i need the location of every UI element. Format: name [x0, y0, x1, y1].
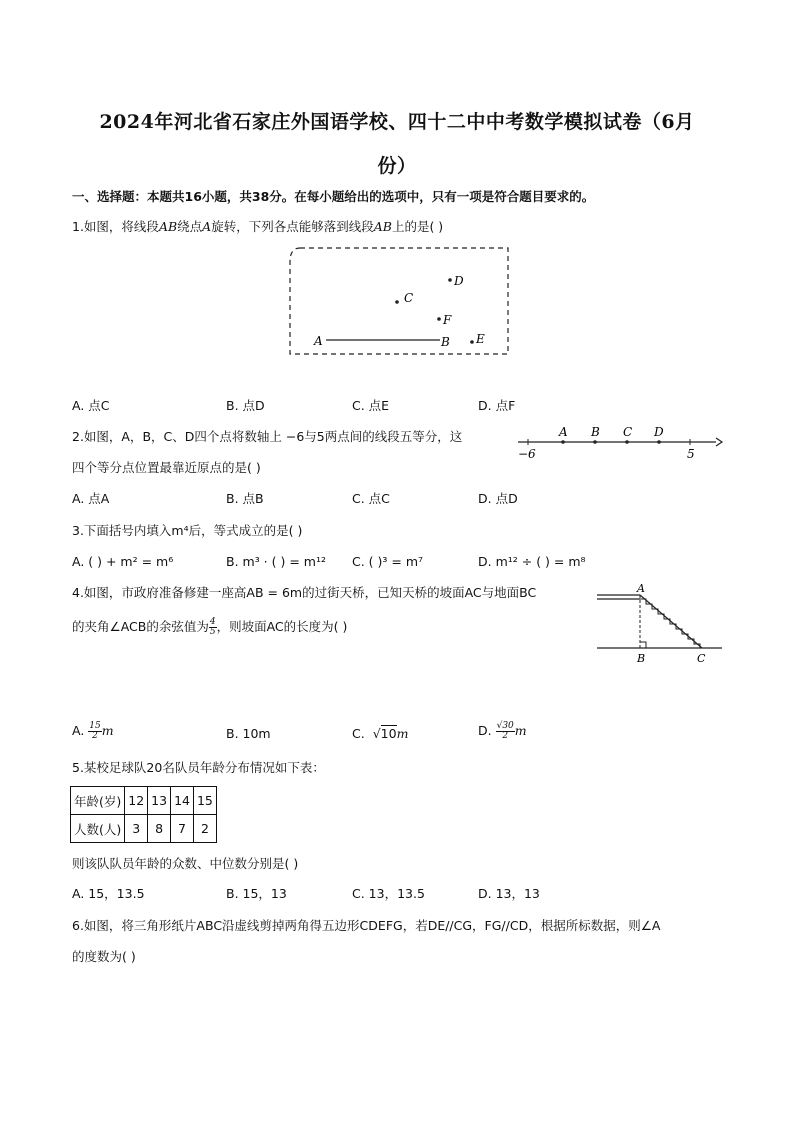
table-cell: 14 — [171, 787, 194, 815]
table-cell: 3 — [125, 815, 148, 843]
question-5-stem: 5.某校足球队20名队员年龄分布情况如下表： — [72, 760, 325, 775]
q3-option-d: D. m¹² ÷ ( ) = m⁸ — [478, 554, 586, 569]
page-title — [60, 100, 734, 188]
q3-option-b: B. m³ · ( ) = m¹² — [226, 554, 326, 569]
table-row — [71, 815, 217, 843]
q4-option-c: C. √10m — [352, 726, 409, 741]
point-f — [437, 317, 441, 321]
q5-option-a: A. 15，13.5 — [72, 886, 145, 901]
title-line-1: 2024年河北省石家庄外国语学校、四十二中中考数学模拟试卷（6月 — [99, 111, 695, 133]
table-cell: 人数(人) — [71, 815, 125, 843]
fraction-four-fifths: $\frac{4}{5}$ — [209, 617, 216, 637]
q4-option-b: B. 10m — [226, 726, 271, 741]
table-cell: 13 — [148, 787, 171, 815]
q3-option-c: C. ( )³ = m⁷ — [352, 554, 424, 569]
label-a: A — [637, 582, 645, 595]
table-cell: 8 — [148, 815, 171, 843]
title-line-2: 份） — [377, 155, 417, 177]
sqrt-icon: √ — [372, 726, 381, 741]
label-d: D — [454, 274, 464, 288]
point-b — [593, 440, 597, 444]
table-cell: 2 — [193, 815, 216, 843]
q2-option-b: B. 点B — [226, 491, 264, 506]
age-table — [70, 786, 217, 843]
question-5-question: 则该队队员年龄的众数、中位数分别是( ) — [72, 856, 299, 871]
label-c: C — [697, 652, 706, 665]
point-c — [625, 440, 629, 444]
q1-option-c: C. 点E — [352, 398, 390, 413]
label-a: A — [314, 334, 323, 348]
q5-option-d: D. 13，13 — [478, 886, 540, 901]
right-angle-mark — [640, 642, 646, 648]
question-4-line-1: 4.如图，市政府准备修建一座高AB = 6m的过街天桥，已知天桥的坡面AC与地面BC — [72, 585, 537, 600]
label-minus-6: −6 — [518, 447, 536, 461]
point-c — [395, 300, 399, 304]
label-f: F — [443, 313, 452, 327]
table-row — [71, 787, 217, 815]
point-e — [470, 340, 474, 344]
q3-option-a: A. ( ) + m² = m⁶ — [72, 554, 174, 569]
label-e: E — [476, 332, 485, 346]
label-b: B — [637, 652, 646, 665]
table-cell: 12 — [125, 787, 148, 815]
point-a — [561, 440, 565, 444]
label-c: C — [404, 291, 414, 305]
label-5: 5 — [687, 447, 695, 461]
question-2-line-1: 2.如图，A，B，C、D四个点将数轴上 −6与5两点间的线段五等分，这 — [72, 429, 463, 444]
question-1-stem: 1.如图，将线段AB绕点A旋转，下列各点能够落到线段AB上的是( ) — [72, 219, 444, 234]
label-b: B — [591, 425, 600, 439]
question-3-stem: 3.下面括号内填入m⁴后，等式成立的是( ) — [72, 523, 303, 538]
label-c: C — [623, 425, 633, 439]
q5-option-c: C. 13，13.5 — [352, 886, 425, 901]
stairs — [640, 599, 700, 648]
q2-option-a: A. 点A — [72, 491, 110, 506]
table-cell: 15 — [193, 787, 216, 815]
bridge-figure — [592, 580, 726, 670]
q5-option-b: B. 15，13 — [226, 886, 287, 901]
q4-option-a: A. $\frac{15}{2}$ m — [72, 721, 114, 741]
label-d: D — [654, 425, 664, 439]
question-4-line-2: 的夹角∠ACB的余弦值为 $\frac{4}{5}$ ，则坡面AC的长度为( ) — [72, 617, 348, 637]
q1-option-b: B. 点D — [226, 398, 265, 413]
q1-option-a: A. 点C — [72, 398, 110, 413]
question-2-line-2: 四个等分点位置最靠近原点的是( ) — [72, 460, 261, 475]
point-d — [448, 278, 452, 282]
question-6-line-2: 的度数为( ) — [72, 949, 136, 964]
number-line-figure — [512, 424, 726, 464]
question-1-figure — [280, 240, 520, 365]
point-d — [657, 440, 661, 444]
question-6-line-1: 6.如图，将三角形纸片ABC沿虚线剪掉两角得五边形CDEFG，若DE//CG，FG//CD，根据所标数据，则∠A — [72, 918, 661, 933]
q2-option-c: C. 点C — [352, 491, 390, 506]
slope-ac — [640, 595, 702, 648]
q4-option-d: D. $\frac{√30}{2}$ m — [478, 721, 527, 741]
table-cell: 7 — [171, 815, 194, 843]
label-b: B — [441, 335, 450, 349]
axis-arrow-icon — [716, 438, 722, 446]
label-a: A — [559, 425, 568, 439]
q2-option-d: D. 点D — [478, 491, 518, 506]
section-header: 一、选择题：本题共16小题，共38分。在每小题给出的选项中，只有一项是符合题目要求的。 — [72, 189, 595, 204]
q1-option-d: D. 点F — [478, 398, 516, 413]
table-cell: 年龄(岁) — [71, 787, 125, 815]
